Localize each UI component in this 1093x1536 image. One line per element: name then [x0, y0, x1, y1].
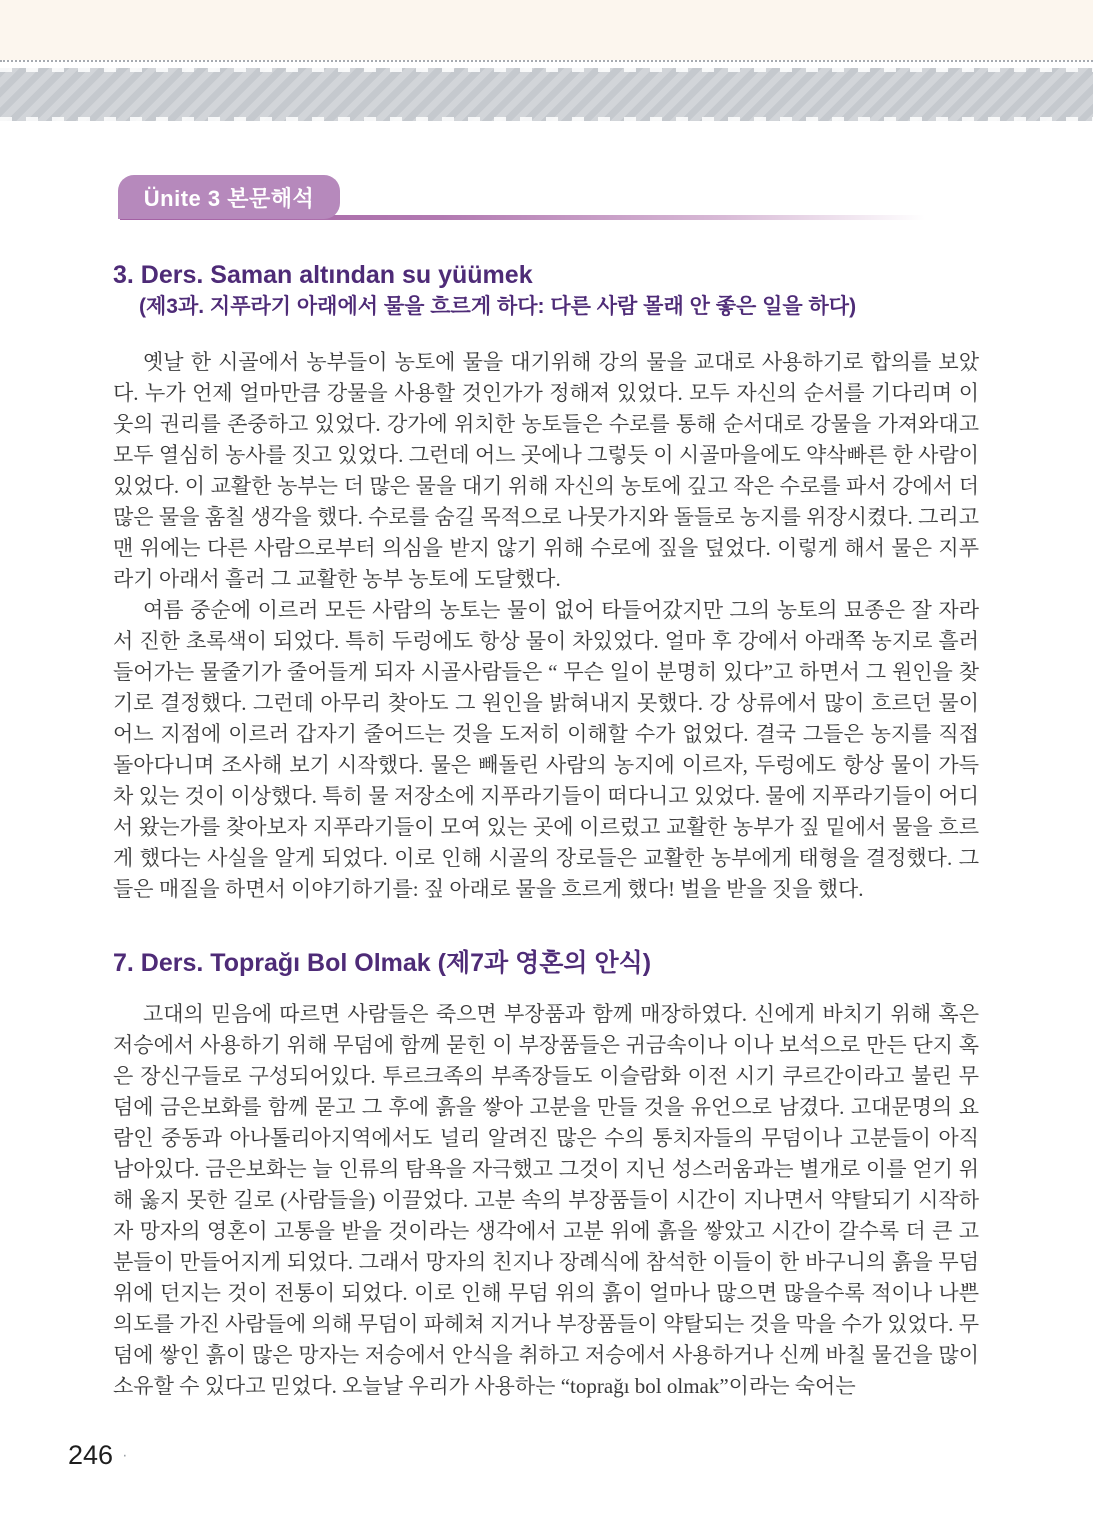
stripe-band-top-edge — [0, 68, 1093, 72]
section-lesson-3 — [113, 260, 979, 905]
unit-badge — [118, 175, 340, 219]
stripe-band-bottom-edge — [0, 117, 1093, 121]
lesson-3-paragraph-1: 옛날 한 시골에서 농부들이 농토에 물을 대기위해 강의 물을 교대로 사용하기로 합의를 보았다. 누가 언제 얼마만큼 강물을 사용할 것인가가 정해져 있었다. 모두 자신의 순서를 기다리며 이웃의 권리를 존중하고 있었다. 강가에 위치한 농토들은 수로를 통해 순서대로 강물을 가져와대고 모두 열심히 농사를 짓고 있었다. 그런데 어느 곳에나 그렇듯 이 시골마을에도 약삭빠른 한 사람이 있었다. 이 교활한 농부는 더 많은 물을 대기 위해 자신의 농토에 깊고 작은 수로를 파서 강에서 더 많은 물을 훔칠 생각을 했다. 수로를 숨길 목적으로 나뭇가지와 돌들로 농지를 위장시켰다. 그리고 맨 위에는 다른 사람으로부터 의심을 받지 않기 위해 수로에 짚을 덮었다. 이렇게 해서 물은 지푸라기 아래서 흘러 그 교활한 농부 농토에 도달했다. — [113, 350, 979, 591]
dotted-divider — [0, 60, 1093, 62]
lesson-3-paragraph-2: 여름 중순에 이르러 모든 사람의 농토는 물이 없어 타들어갔지만 그의 농토의 묘종은 잘 자라서 진한 초록색이 되었다. 특히 두렁에도 항상 물이 차있었다. 얼마 후 강에서 아래쪽 농지로 흘러들어가는 물줄기가 줄어들게 되자 시골사람들은 “ 무슨 일이 분명히 있다”고 하면서 그 원인을 찾기로 결정했다. 그런데 아무리 찾아도 그 원인을 밝혀내지 못했다. 강 상류에서 많이 흐르던 물이 어느 지점에 이르러 갑자기 줄어드는 것을 도저히 이해할 수가 없었다. 결국 그들은 농지를 직접 돌아다니며 조사해 보기 시작했다. 물은 빼돌린 사람의 농지에 이르자, 두렁에도 항상 물이 가득 차 있는 것이 이상했다. 특히 물 저장소에 지푸라기들이 떠다니고 있었다. 물에 지푸라기들이 어디서 왔는가를 찾아보자 지푸라기들이 모여 있는 곳에 이르렀고 교활한 농부가 짚 밑에서 물을 흐르게 했다는 사실을 알게 되었다. 이로 인해 시골의 장로들은 교활한 농부에게 태형을 결정했다. 그들은 매질을 하면서 이야기하기를: 짚 아래로 물을 흐르게 했다! 벌을 받을 짓을 했다. — [113, 598, 979, 901]
main-content — [113, 260, 979, 1402]
lesson-7-paragraph-1: 고대의 믿음에 따르면 사람들은 죽으면 부장품과 함께 매장하였다. 신에게 바치기 위해 혹은 저승에서 사용하기 위해 무덤에 함께 묻힌 이 부장품들은 귀금속이나 이나 보석으로 만든 단지 혹은 장신구들로 구성되어있다. 투르크족의 부족장들도 이슬람화 이전 시기 쿠르간이라고 불린 무덤에 금은보화를 함께 묻고 그 후에 흙을 쌓아 고분을 만들 것을 유언으로 남겼다. 고대문명의 요람인 중동과 아나톨리아지역에서도 널리 알려진 많은 수의 통치자들의 무덤이나 고분들이 아직 남아있다. 금은보화는 늘 인류의 탐욕을 자극했고 그것이 지닌 성스러움과는 별개로 이를 얻기 위해 옳지 못한 길로 (사람들을) 이끌었다. 고분 속의 부장품들이 시간이 지나면서 약탈되기 시작하자 망자의 영혼이 고통을 받을 것이라는 생각에서 고분 위에 흙을 쌓았고 시간이 갈수록 더 큰 고분들이 만들어지게 되었다. 그래서 망자의 친지나 장례식에 참석한 이들이 한 바구니의 흙을 무덤 위에 던지는 것이 전통이 되었다. 이로 인해 무덤 위의 흙이 얼마나 많으면 많을수록 적이나 나쁜 의도를 가진 사람들에 의해 무덤이 파헤쳐 지거나 부장품들이 약탈되는 것을 막을 수가 있었다. 무덤에 쌓인 흙이 많은 망자는 저승에서 안식을 취하고 저승에서 사용하거나 신께 바칠 물건을 많이 소유할 수 있다고 믿었다. 오늘날 우리가 사용하는 “toprağı bol olmak”이라는 숙어는 — [113, 1002, 979, 1398]
section-lesson-7 — [113, 948, 979, 1402]
page-footer — [68, 1440, 127, 1471]
lesson-7-title: 7. Ders. Toprağı Bol Olmak (제7과 영혼의 안식) — [113, 949, 652, 977]
lesson-3-subtitle: (제3과. 지푸라기 아래에서 물을 흐르게 하다: 다른 사람 몰래 안 좋은 일을 하다) — [139, 295, 857, 318]
striped-decor-band — [0, 68, 1093, 121]
page-number: 246 — [68, 1440, 114, 1470]
unit-badge-label: Ünite 3 본문해석 — [143, 185, 315, 211]
top-cream-band — [0, 0, 1093, 60]
lesson-3-title: 3. Ders. Saman altından su yüümek — [113, 261, 533, 289]
page-number-dot: · — [122, 1446, 128, 1464]
